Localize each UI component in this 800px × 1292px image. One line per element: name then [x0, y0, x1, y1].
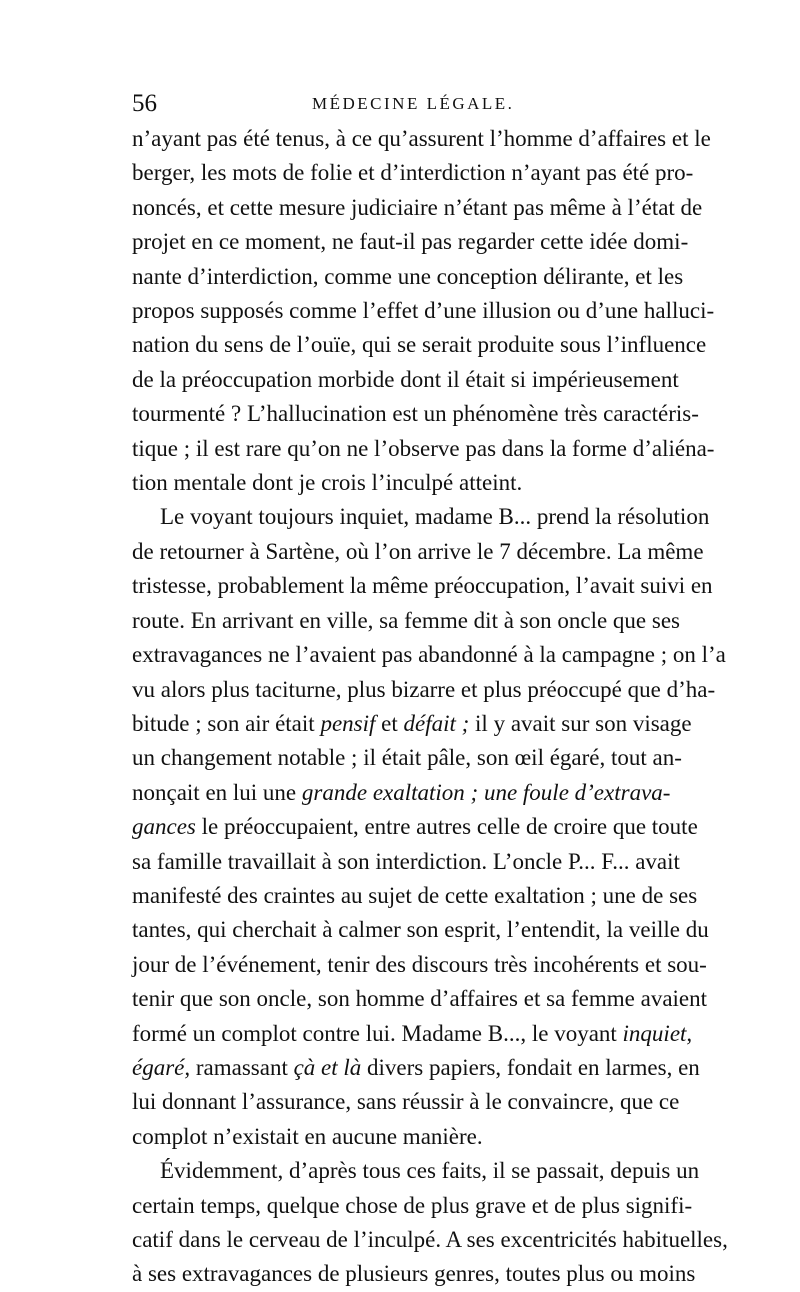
text-line: extravagances ne l’avaient pas abandonné à la campagne ; on l’a [132, 642, 726, 668]
italic-segment: égaré, [132, 1054, 191, 1080]
text-line [132, 776, 670, 810]
text-line: de la préoccupation morbide dont il était si impérieusement [132, 366, 679, 392]
text-segment: il y avait sur son visage [475, 710, 692, 736]
text-line: tantes, qui cherchait à calmer son esprit, l’entendit, la veille du [132, 917, 709, 943]
text-line: certain temps, quelque chose de plus grave et de plus signifi- [132, 1192, 693, 1218]
text-segment: bitude ; son air était [132, 710, 315, 736]
text-line: manifesté des craintes au sujet de cette exaltation ; une de ses [132, 882, 698, 908]
text-line [132, 1051, 700, 1085]
text-line: n’ayant pas été tenus, à ce qu’assurent l’homme d’affaires et le [132, 126, 711, 151]
text-line: Le voyant toujours inquiet, madame B... prend la résolution [160, 504, 710, 530]
text-line [132, 707, 692, 741]
text-line: nation du sens de l’ouïe, qui se serait produite sous l’influence [132, 332, 707, 358]
running-head [132, 88, 672, 120]
text-line: Évidemment, d’après tous ces faits, il se passait, depuis un [160, 1158, 700, 1184]
text-line: lui donnant l’assurance, sans réussir à le convaincre, que ce [132, 1089, 680, 1115]
text-line: de retourner à Sartène, où l’on arrive le 7 décembre. La même [132, 538, 704, 564]
text-line: tristesse, probablement la même préoccupation, l’avait suivi en [132, 573, 713, 599]
body-text [132, 122, 728, 1292]
italic-segment: pensif [320, 710, 376, 736]
text-line: berger, les mots de folie et d’interdiction n’ayant pas été pro- [132, 160, 694, 186]
text-line [132, 1017, 693, 1051]
text-line: sa famille travaillait à son interdiction. L’oncle P... F... avait [132, 848, 680, 874]
page-number: 56 [132, 90, 157, 117]
italic-segment: grande exaltation ; une foule d’extrava- [301, 779, 671, 805]
text-line: vu alors plus taciturne, plus bizarre et plus préoccupé que d’ha- [132, 676, 716, 702]
text-line: catif dans le cerveau de l’inculpé. A ses excentricités habituelles, [132, 1227, 728, 1252]
text-line [132, 810, 698, 844]
text-line: noncés, et cette mesure judiciaire n’étant pas même à l’état de [132, 194, 703, 220]
text-line: tion mentale dont je crois l’inculpé atteint. [132, 470, 523, 496]
text-line: nante d’interdiction, comme une conception délirante, et les [132, 263, 684, 289]
paragraph-1 [132, 122, 715, 500]
text-segment: nonçait en lui une [132, 779, 297, 805]
italic-segment: inquiet, [622, 1020, 693, 1046]
text-segment: formé un complot contre lui. Madame B..., le voyant [132, 1020, 617, 1046]
text-line: route. En arrivant en ville, sa femme dit à son oncle que ses [132, 607, 680, 633]
text-line: tique ; il est rare qu’on ne l’observe pas dans la forme d’aliéna- [132, 435, 715, 461]
text-line: un changement notable ; il était pâle, son œil égaré, tout an- [132, 745, 682, 771]
text-line: propos supposés comme l’effet d’une illusion ou d’une halluci- [132, 298, 715, 324]
text-line: jour de l’événement, tenir des discours très incohérents et sou- [132, 951, 707, 977]
italic-segment: défait ; [403, 710, 470, 736]
text-line: projet en ce moment, ne faut-il pas regarder cette idée domi- [132, 229, 689, 255]
italic-segment: çà et là [293, 1054, 362, 1080]
text-segment: le préoccupaient, entre autres celle de croire que toute [201, 814, 698, 840]
text-segment: ramassant [195, 1054, 288, 1080]
text-segment: divers papiers, fondait en larmes, en [367, 1054, 700, 1080]
italic-segment: gances [132, 814, 196, 840]
text-line: complot n’existait en aucune manière. [132, 1123, 483, 1149]
running-title: MÉDECINE LÉGALE. [312, 94, 515, 113]
paragraph-3 [132, 1154, 728, 1292]
text-line: tourmenté ? L’hallucination est un phénomène très caractéris- [132, 401, 699, 427]
text-line: tenir que son oncle, son homme d’affaires et sa femme avaient [132, 986, 708, 1012]
paragraph-2 [132, 500, 726, 1154]
text-segment: et [381, 710, 398, 736]
text-line: à ses extravagances de plusieurs genres, toutes plus ou moins [132, 1261, 696, 1287]
